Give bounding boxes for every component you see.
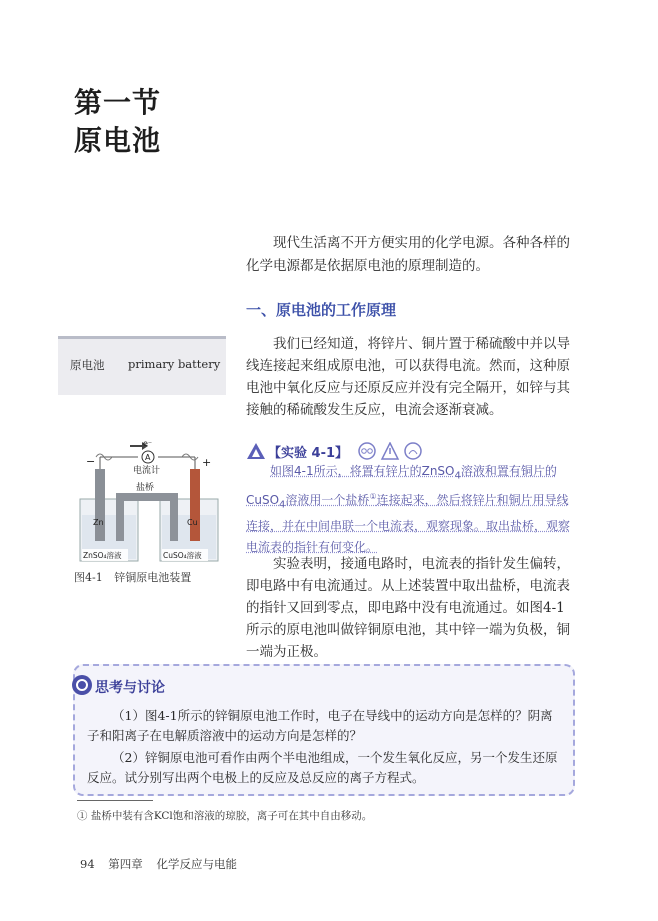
section-number: 第一节 [74, 86, 162, 119]
copper-electrode-label: Cu [187, 518, 198, 527]
zinc-electrode-label: Zn [93, 518, 104, 527]
salt-bridge-label: 盐桥 [136, 483, 155, 493]
discussion-icon [71, 674, 93, 696]
discussion-question-1: （1）图4-1所示的锌铜原电池工作时，电子在导线中的运动方向是怎样的？阴离子和阳离子在电解质溶液中的运动方向是怎样的？ [87, 708, 553, 743]
ammeter-symbol: A [145, 453, 151, 462]
experiment-label: 【实验 4-1】 [268, 446, 349, 461]
experiment-text: 如图4-1所示，将置有锌片的ZnSO$_4$溶液和置有铜片的CuSO$_4$溶液用一个盐桥①连接起来，然后将锌片和铜片用导线连接，并在中间串联一个电流表，观察现象。取出盐桥，观察电流表的指针有何变化。 [246, 464, 571, 554]
discussion-question-2: （2）锌铜原电池可看作由两个半电池组成，一个发生氧化反应，另一个发生还原反应。试分别写出两个电极上的反应及总反应的离子方程式。 [87, 750, 558, 785]
figure-caption [74, 569, 191, 585]
intro-paragraph: 现代生活离不开方便实用的化学电源。各种各样的化学电源都是依据原电池的原理制造的。 [246, 235, 570, 274]
term-chinese: 原电池 [70, 358, 105, 372]
znso4-solution-label: ZnSO₄溶液 [83, 551, 122, 560]
term-box [58, 336, 226, 395]
body-paragraph-1: 我们已经知道，将锌片、铜片置于稀硫酸中并以导线连接起来组成原电池，可以获得电流。然而，这种原电池中氧化反应与还原反应并没有完全隔开，如锌与其接触的稀硫酸发生反应，电流会逐渐衰减。 [246, 336, 570, 418]
page-footer [80, 856, 247, 872]
discussion-title: 思考与讨论 [95, 680, 165, 696]
figure-4-1 [70, 441, 230, 566]
page-number: 94 [80, 857, 95, 871]
chapter-title: 化学反应与电能 [156, 857, 237, 871]
subsection-heading: 一、原电池的工作原理 [246, 301, 397, 319]
footnote: ① 盐桥中装有含KCl饱和溶液的琼胶，离子可在其中自由移动。 [77, 810, 373, 822]
cuso4-solution-label: CuSO₄溶液 [163, 551, 202, 560]
zinc-copper-cell-diagram [70, 441, 230, 566]
experiment-header [246, 441, 576, 461]
negative-terminal: − [86, 455, 96, 468]
section-title: 原电池 [74, 124, 162, 157]
section-heading [74, 84, 161, 160]
safety-icons [358, 442, 422, 460]
figure-title: 锌铜原电池装置 [114, 571, 192, 584]
discussion-box [73, 664, 575, 796]
footnote-ref: ① [369, 492, 377, 502]
footnote-divider [77, 800, 153, 801]
ammeter-label: 电流计 [133, 466, 161, 476]
experiment-icon [246, 442, 266, 460]
term-english: primary battery [128, 357, 221, 371]
figure-number: 图4-1 [74, 571, 103, 584]
positive-terminal: + [202, 456, 212, 469]
chapter-number: 第四章 [108, 857, 143, 871]
electron-label: e⁻ [143, 441, 153, 448]
body-paragraph-2: 实验表明，接通电路时，电流表的指针发生偏转，即电路中有电流通过。从上述装置中取出盐桥，电流表的指针又回到零点，即电路中没有电流通过。如图4-1所示的原电池叫做锌铜原电池，其中锌一端为负极，铜一端为正极。 [246, 556, 570, 660]
